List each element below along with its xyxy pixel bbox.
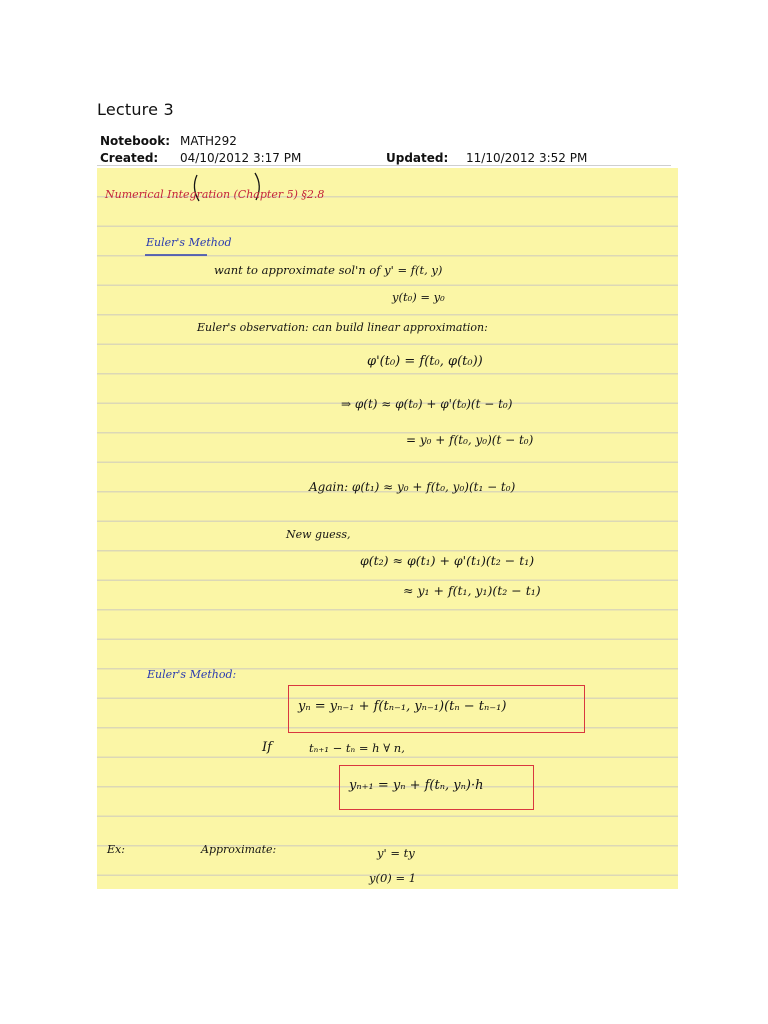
text-eulers-observation: Euler's observation: can build linear approximation: bbox=[197, 321, 488, 334]
text-new-guess: New guess, bbox=[286, 528, 351, 541]
eq-step-condition: tₙ₊₁ − tₙ = h ∀ n, bbox=[309, 741, 405, 755]
created-value: 04/10/2012 3:17 PM bbox=[180, 151, 302, 165]
heading-eulers-method: Euler's Method bbox=[146, 236, 232, 249]
eq-phi-prime: φ'(t₀) = f(t₀, φ(t₀)) bbox=[367, 354, 483, 369]
heading-eulers-method-2: Euler's Method: bbox=[147, 668, 237, 681]
eq-linear-approx: ⇒ φ(t) ≈ φ(t₀) + φ'(t₀)(t − t₀) bbox=[341, 397, 513, 411]
text-approximate: Approximate: bbox=[201, 843, 277, 856]
text-want-to-approximate: want to approximate sol'n of y' = f(t, y) bbox=[214, 263, 443, 277]
updated-label: Updated: bbox=[386, 151, 449, 165]
eq-again: Again: φ(t₁) ≈ y₀ + f(t₀, y₀)(t₁ − t₀) bbox=[309, 480, 516, 494]
eq-euler-general: yₙ = yₙ₋₁ + f(tₙ₋₁, yₙ₋₁)(tₙ − tₙ₋₁) bbox=[298, 699, 507, 714]
notebook-value: MATH292 bbox=[180, 134, 237, 148]
eq-initial-condition: y(t₀) = y₀ bbox=[392, 290, 445, 304]
metadata-divider bbox=[97, 165, 671, 166]
eq-example-initial: y(0) = 1 bbox=[369, 871, 417, 885]
text-if: If bbox=[262, 740, 272, 755]
note-title: Lecture 3 bbox=[97, 100, 174, 119]
eq-new-guess-2: ≈ y₁ + f(t₁, y₁)(t₂ − t₁) bbox=[403, 583, 541, 598]
eq-euler-uniform: yₙ₊₁ = yₙ + f(tₙ, yₙ)·h bbox=[349, 778, 484, 793]
eq-example-ode: y' = ty bbox=[377, 846, 415, 860]
updated-value: 11/10/2012 3:52 PM bbox=[466, 151, 588, 165]
eq-linear-approx-2: = y₀ + f(t₀, y₀)(t − t₀) bbox=[406, 433, 534, 447]
text-example-label: Ex: bbox=[107, 843, 125, 856]
eq-new-guess-1: φ(t₂) ≈ φ(t₁) + φ'(t₁)(t₂ − t₁) bbox=[360, 553, 535, 568]
handwritten-note-page bbox=[97, 168, 678, 889]
created-label: Created: bbox=[100, 151, 159, 165]
notebook-label: Notebook: bbox=[100, 134, 171, 148]
heading-numerical-integration: Numerical Integration (Chapter 5) §2.8 bbox=[105, 188, 325, 201]
